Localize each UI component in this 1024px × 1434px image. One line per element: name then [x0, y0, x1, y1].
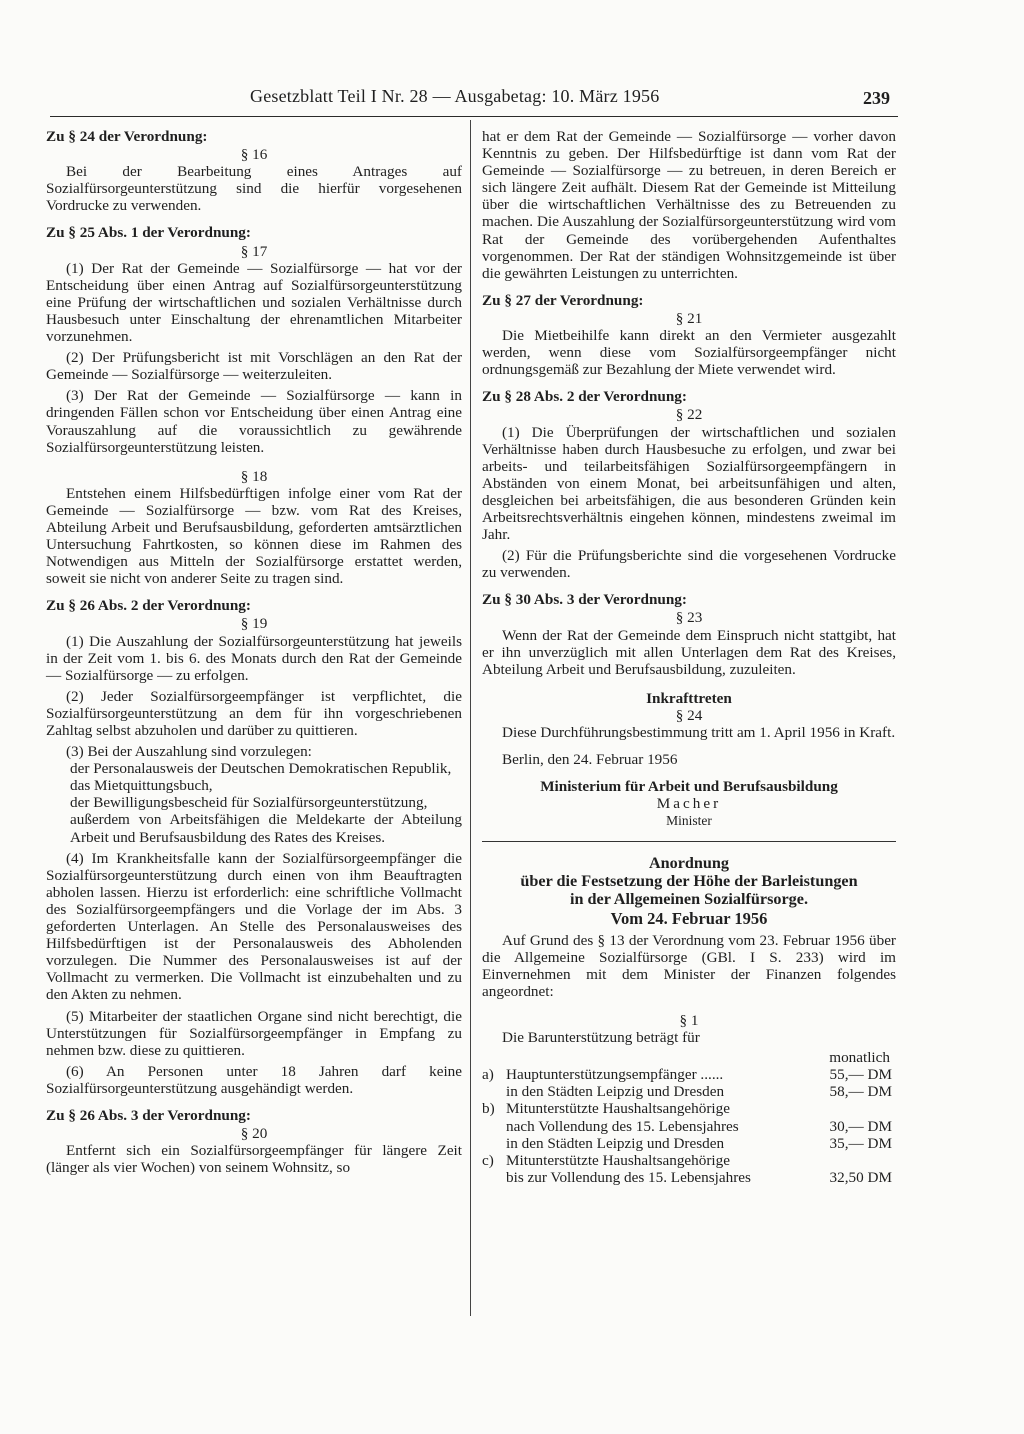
paragraph-21: Die Mietbeihilfe kann direkt an den Vermieter ausgezahlt werden, wenn diese vom Sozialfürsorgeempfänger nicht ordnungsgemäß zur Bezahlung der Miete verwendet wird. — [482, 327, 896, 379]
list-item-c — [482, 1152, 896, 1186]
signer-name: Macher — [656, 795, 722, 813]
list-item-b — [482, 1100, 896, 1151]
section-21: § 21 — [675, 309, 703, 327]
item-b-line-2: nach Vollendung des 15. Lebensjahres — [506, 1117, 739, 1135]
page-header — [50, 88, 898, 117]
heading-zu-24: Zu § 24 der Verordnung: — [46, 128, 208, 145]
item-c-amount: 32,50 DM — [829, 1168, 892, 1186]
paragraph-18: Entstehen einem Hilfsbedürftigen infolge einer vom Rat der Gemeinde — Sozialfürsorge — bzw. vom Rat des Kreises, Abteilung Arbeit und Berufsausbildung, geforderten amtsärztlichen Untersuchung Fahrtkosten, so können diese im Rahmen des Notwendigen aus Mitteln der Sozialfürsorge erstattet werden, soweit sie nicht von anderer Seite zu tragen sind. — [46, 484, 462, 588]
list-key-a: a) — [482, 1066, 494, 1084]
left-column — [46, 128, 462, 1176]
heading-zu-26-2: Zu § 26 Abs. 2 der Verordnung: — [46, 597, 251, 615]
paragraph-24: Diese Durchführungsbestimmung tritt am 1. April 1956 in Kraft. — [502, 724, 896, 741]
paragraph-20: Entfernt sich ein Sozialfürsorgeempfänger für längere Zeit (länger als vier Wochen) von seinem Wohnsitz, so — [46, 1142, 462, 1177]
paragraph-19-2: (2) Jeder Sozialfürsorgeempfänger ist verpflichtet, die Sozialfürsorgeunterstützung an dem für ihn vorgeschriebenen Zahltag selbst abzuholen und darüber zu quittieren. — [46, 687, 462, 739]
paragraph-23: Wenn der Rat der Gemeinde dem Einspruch nicht stattgibt, hat er ihn unverzüglich mit allen Unterlagen dem Rat des Kreises, Abteilung Arbeit und Berufsausbildung, zuzuleiten. — [482, 626, 896, 678]
list-key-c: c) — [482, 1151, 494, 1169]
item-c-line-1: Mitunterstützte Haushaltsangehörige — [506, 1151, 730, 1169]
section-23: § 23 — [675, 609, 703, 627]
item-b-line-1: Mitunterstützte Haushaltsangehörige — [506, 1100, 730, 1118]
paragraph-1: Die Barunterstützung beträgt für — [502, 1029, 700, 1047]
paragraph-19-5: (5) Mitarbeiter der staatlichen Organe sind nicht berechtigt, die Unterstützungen für Sozialfürsorgeempfänger in Empfang zu nehmen bzw. diese zu quittieren. — [46, 1007, 462, 1059]
paragraph-19-3c: der Bewilligungsbescheid für Sozialfürsorgeunterstützung, — [70, 794, 428, 812]
header-title: Gesetzblatt Teil I Nr. 28 — Ausgabetag: 10. März 1956 — [250, 86, 660, 106]
page-number: 239 — [863, 88, 890, 108]
item-a-amount-2: 58,— DM — [829, 1083, 892, 1101]
heading-inkrafttreten: Inkrafttreten — [646, 689, 732, 707]
section-1: § 1 — [679, 1011, 699, 1029]
paragraph-19-1: (1) Die Auszahlung der Sozialfürsorgeunterstützung hat jeweils in der Zeit vom 1. bis 6. des Monats durch den Rat der Gemeinde — Sozialfürsorge — zu erfolgen. — [46, 632, 462, 684]
item-a-amount-1: 55,— DM — [829, 1066, 892, 1084]
item-a-line-1: Hauptunterstützungsempfänger ...... — [506, 1066, 724, 1084]
column-divider — [470, 120, 471, 1316]
paragraph-19-4: (4) Im Krankheitsfalle kann der Sozialfürsorgeempfänger die Sozialfürsorgeunterstützung durch einen von ihm Beauftragten abholen lassen. Hierzu ist erforderlich: eine schriftliche Vollmacht des Sozialfürsorgeempfängers und die Vorlage der im Abs. 3 geforderten Unterlagen. An Stelle des Personalausweises des Hilfsbedürftigen ist der Personalausweis des Abholenden vorzulegen. Die Nummer des Personalausweises ist auf der Vollmacht zu vermerken. Die Vollmacht ist einzubehalten und zu den Akten zu nehmen. — [46, 849, 462, 1004]
heading-zu-26-3: Zu § 26 Abs. 3 der Verordnung: — [46, 1106, 251, 1124]
section-separator — [482, 841, 896, 842]
order-title-2: über die Festsetzung der Höhe der Barleistungen — [520, 872, 858, 891]
paragraph-22-1: (1) Die Überprüfungen der wirtschaftlichen und sozialen Verhältnisse haben durch Hausbesuche zu erfolgen, und zwar bei arbeits- und teilarbeitsfähigen Sozialfürsorgeempfängern in Abständen von einem Monat, bei arbeitsunfähigen und alten, desgleichen bei arbeitsfähigen, die aus besonderen Gründen kein Arbeitsrechtsverhältnis eingehen können, mindestens zweimal im Jahr. — [482, 423, 896, 544]
section-24: § 24 — [675, 706, 703, 724]
section-19: § 19 — [240, 615, 268, 633]
section-16: § 16 — [240, 146, 268, 164]
section-18: § 18 — [240, 467, 268, 485]
monthly-header: monatlich — [829, 1049, 890, 1067]
item-b-amount-1: 30,— DM — [829, 1117, 892, 1135]
ministry-name: Ministerium für Arbeit und Berufsausbildung — [540, 778, 838, 796]
paragraph-17-1: (1) Der Rat der Gemeinde — Sozialfürsorge — hat vor der Entscheidung über einen Antrag auf Sozialfürsorgeunterstützung eine Prüfung der wirtschaftlichen und sozialen Verhältnisse durch Hausbesuch unter Einschaltung der ehrenamtlichen Mitarbeiter vorzunehmen. — [46, 259, 462, 346]
signer-title: Minister — [666, 813, 712, 829]
order-date: Vom 24. Februar 1956 — [610, 909, 768, 929]
order-title-3: in der Allgemeinen Sozialfürsorge. — [570, 890, 808, 909]
paragraph-19-6: (6) An Personen unter 18 Jahren darf keine Sozialfürsorgeunterstützung ausgehändigt werden. — [46, 1062, 462, 1097]
right-column — [482, 128, 896, 1186]
order-title-1: Anordnung — [648, 854, 730, 873]
section-22: § 22 — [675, 406, 703, 424]
heading-zu-28-2: Zu § 28 Abs. 2 der Verordnung: — [482, 388, 687, 406]
heading-zu-30-3: Zu § 30 Abs. 3 der Verordnung: — [482, 591, 687, 609]
list-key-b: b) — [482, 1100, 495, 1118]
paragraph-19-3: (3) Bei der Auszahlung sind vorzulegen: — [66, 743, 312, 761]
heading-zu-27: Zu § 27 der Verordnung: — [482, 291, 644, 309]
paragraph-22-2: (2) Für die Prüfungsberichte sind die vorgesehenen Vordrucke zu verwenden. — [482, 547, 896, 582]
heading-zu-25: Zu § 25 Abs. 1 der Verordnung: — [46, 224, 251, 242]
paragraph-17-3: (3) Der Rat der Gemeinde — Sozialfürsorge — kann in dringenden Fällen schon vor Entscheidung über einen Antrag eine Vorauszahlung auf die voraussichtlich zu gewährende Sozialfürsorgeunterstützung leisten. — [46, 387, 462, 456]
paragraph-19-3d: außerdem von Arbeitsfähigen die Meldekarte der Abteilung Arbeit und Berufsausbildung des Rates des Kreises. — [70, 811, 462, 846]
order-intro: Auf Grund des § 13 der Verordnung vom 23. Februar 1956 über die Allgemeine Sozialfürsorge (GBl. I S. 233) wird im Einvernehmen mit dem Minister der Finanzen folgendes angeordnet: — [482, 931, 896, 1000]
section-17: § 17 — [240, 242, 268, 260]
paragraph-16: Bei der Bearbeitung eines Antrages auf Sozialfürsorgeunterstützung sind die hierfür vorgesehenen Vordrucke zu verwenden. — [46, 163, 462, 215]
paragraph-19-3b: das Mietquittungsbuch, — [70, 777, 213, 795]
item-a-line-2: in den Städten Leipzig und Dresden — [506, 1083, 725, 1101]
paragraph-17-2: (2) Der Prüfungsbericht ist mit Vorschlägen an den Rat der Gemeinde — Sozialfürsorge — weiterzuleiten. — [46, 349, 462, 384]
item-b-line-3: in den Städten Leipzig und Dresden — [506, 1134, 725, 1152]
paragraph-20-continued: hat er dem Rat der Gemeinde — Sozialfürsorge — vorher davon Kenntnis zu geben. Der Hilfsbedürftige ist dann vom Rat der Gemeinde — Sozialfürsorge — zu betreuen, in deren Bereich er sich längere Zeit aufhält. Diesem Rat der Gemeinde ist Mitteilung über die wirtschaftlichen Verhältnisse des zu Betreuenden zu machen. Die Auszahlung der Sozialfürsorgeunterstützung wird vom Rat der Gemeinde des vorübergehenden Aufenthaltes vorgenommen. Der Rat der ständigen Wohnsitzgemeinde ist über die gewährten Leistungen zu unterrichten. — [482, 128, 896, 282]
section-20: § 20 — [240, 1125, 268, 1143]
place-date: Berlin, den 24. Februar 1956 — [502, 751, 678, 769]
paragraph-19-3a: der Personalausweis der Deutschen Demokratischen Republik, — [70, 760, 452, 778]
item-c-line-2: bis zur Vollendung des 15. Lebensjahres — [506, 1168, 751, 1186]
item-b-amount-2: 35,— DM — [829, 1134, 892, 1152]
list-item-a — [482, 1066, 896, 1100]
